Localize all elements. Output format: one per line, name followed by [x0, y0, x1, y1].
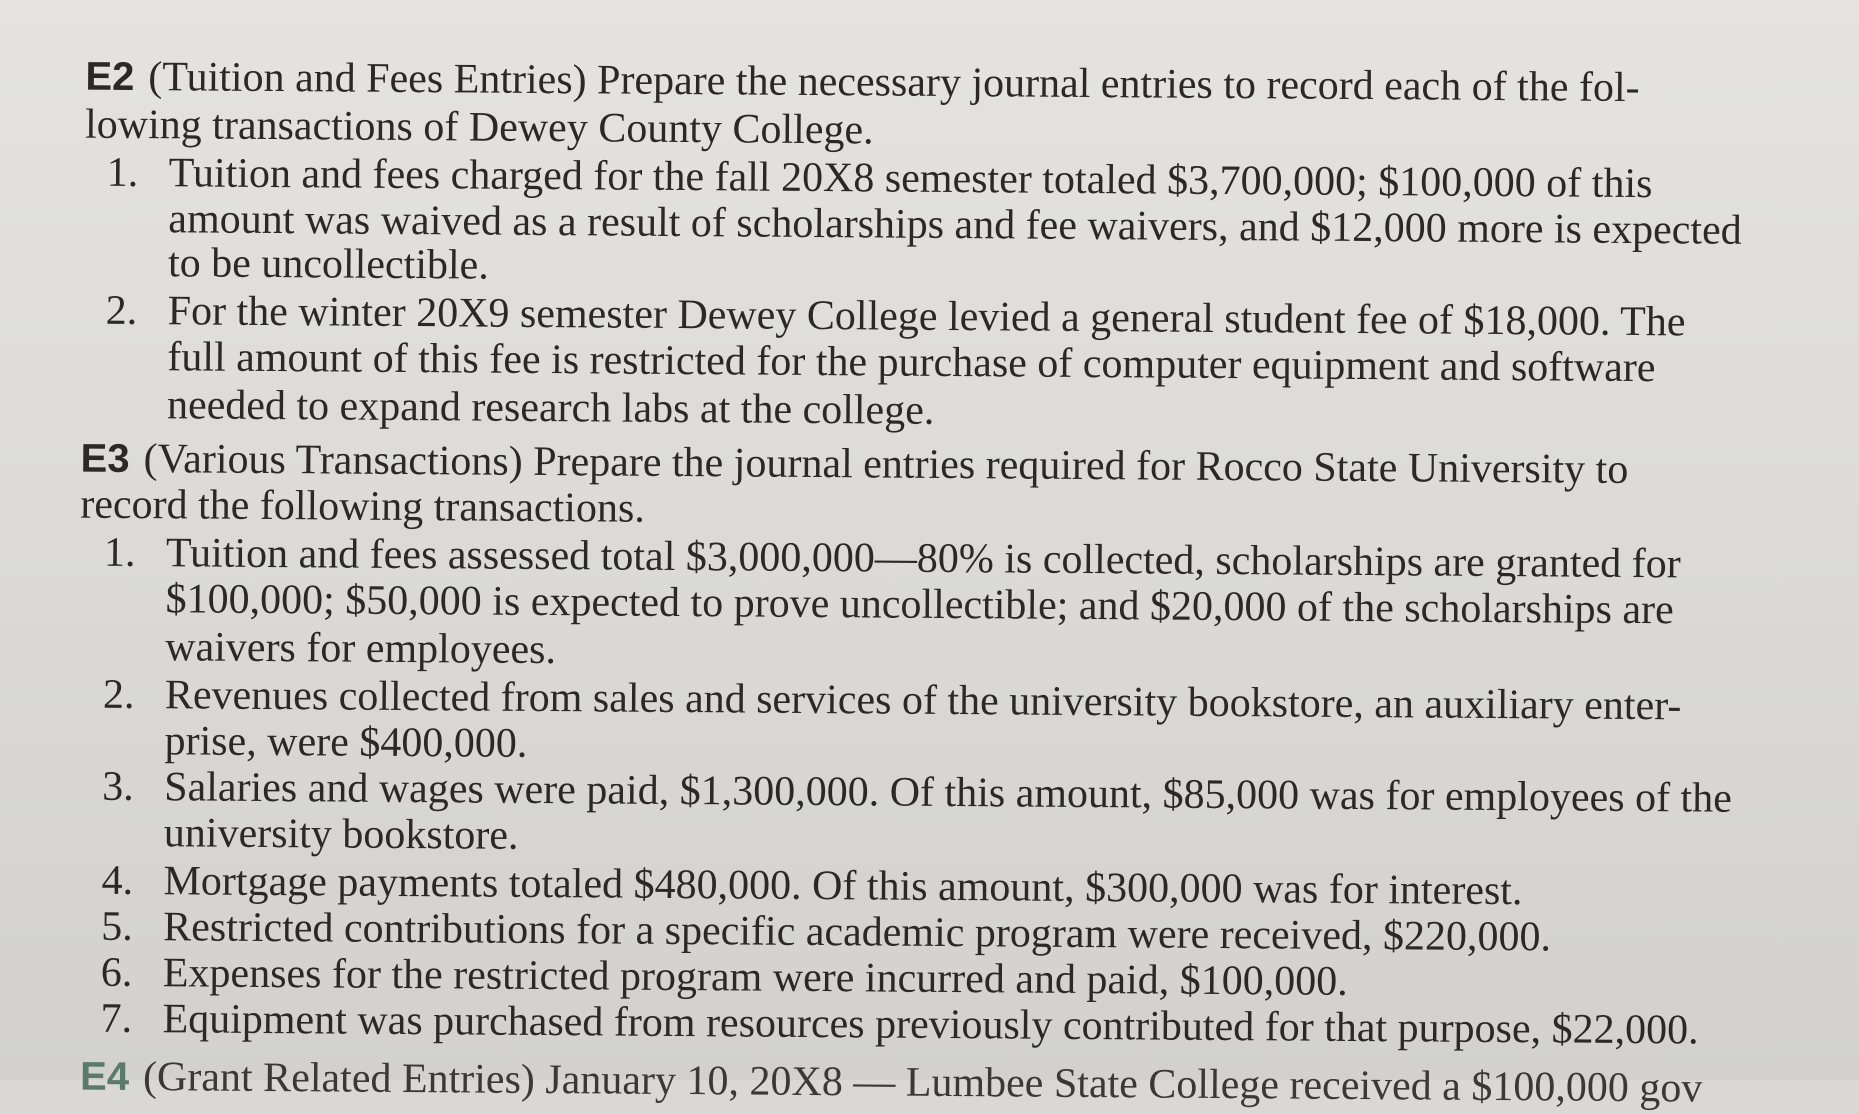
e3-item-6-line-1: Expenses for the restricted program were incurred and paid, $100,000.: [162, 950, 1348, 1005]
e2-item-1-line-1: Tuition and fees charged for the fall 20X8 semester totaled $3,700,000; $100,000 of this: [168, 150, 1653, 208]
e2-item-2-line-1: For the winter 20X9 semester Dewey College levied a general student fee of $18,000. The: [167, 288, 1686, 346]
e3-item-1-line-3: waivers for employees.: [165, 624, 557, 674]
e3-item-5-number: 5.: [101, 903, 133, 950]
e2-item-1-line-2: amount was waived as a result of scholarships and fee waivers, and $12,000 more is expected: [168, 196, 1742, 254]
e3-item-2-line-2: prise, were $400,000.: [164, 718, 528, 767]
e3-item-3-line-2: university bookstore.: [163, 810, 519, 859]
exercise-e2-title: (Tuition and Fees Entries) Prepare the necessary journal entries to record each of the fol-: [148, 54, 1640, 112]
e3-item-3-line-1: Salaries and wages were paid, $1,300,000. Of this amount, $85,000 was for employees of the: [164, 764, 1733, 822]
exercise-e4-title: (Grant Related Entries) January 10, 20X8 — Lumbee State College received a $100,000 gov: [142, 1054, 1703, 1112]
e3-item-3-number: 3.: [102, 763, 134, 811]
e2-item-2-line-3: needed to expand research labs at the college.: [166, 382, 935, 434]
e3-item-4-line-1: Mortgage payments totaled $480,000. Of this amount, $300,000 was for interest.: [163, 858, 1523, 915]
e3-item-2-number: 2.: [102, 671, 135, 719]
e3-item-1-line-2: $100,000; $50,000 is expected to prove uncollectible; and $20,000 of the scholarships are: [165, 576, 1674, 634]
exercise-e2-heading-line-2: lowing transactions of Dewey County College.: [84, 101, 874, 154]
exercise-e2-code: E2: [85, 54, 135, 99]
e2-item-1-line-3: to be uncollectible.: [167, 240, 489, 289]
e3-item-2-line-1: Revenues collected from sales and services of the university bookstore, an auxiliary enter-: [164, 672, 1682, 730]
e3-item-1-line-1: Tuition and fees assessed total $3,000,000—80% is collected, scholarships are granted for: [165, 530, 1681, 588]
exercise-e3-title: (Various Transactions) Prepare the journal entries required for Rocco State University to: [143, 436, 1629, 493]
e3-item-7-line-1: Equipment was purchased from resources previously contributed for that purpose, $22,000.: [162, 996, 1699, 1054]
e3-item-5-line-1: Restricted contributions for a specific academic program were received, $220,000.: [163, 904, 1552, 961]
e2-item-2-line-2: full amount of this fee is restricted for the purchase of computer equipment and software: [167, 334, 1656, 392]
exercise-e3-heading-line-2: record the following transactions.: [80, 481, 645, 532]
exercise-e4-cutoff-line: [80, 1053, 1703, 1113]
e3-item-1-number: 1.: [103, 529, 136, 577]
exercise-e3-code: E3: [80, 436, 130, 481]
e3-item-6-number: 6.: [100, 949, 133, 996]
e2-item-2-number: 2.: [105, 287, 138, 335]
e3-item-4-number: 4.: [101, 857, 134, 904]
e3-item-7-number: 7.: [100, 995, 133, 1042]
exercise-e4-code: E4: [79, 1054, 130, 1099]
e2-item-1-number: 1.: [106, 149, 139, 197]
